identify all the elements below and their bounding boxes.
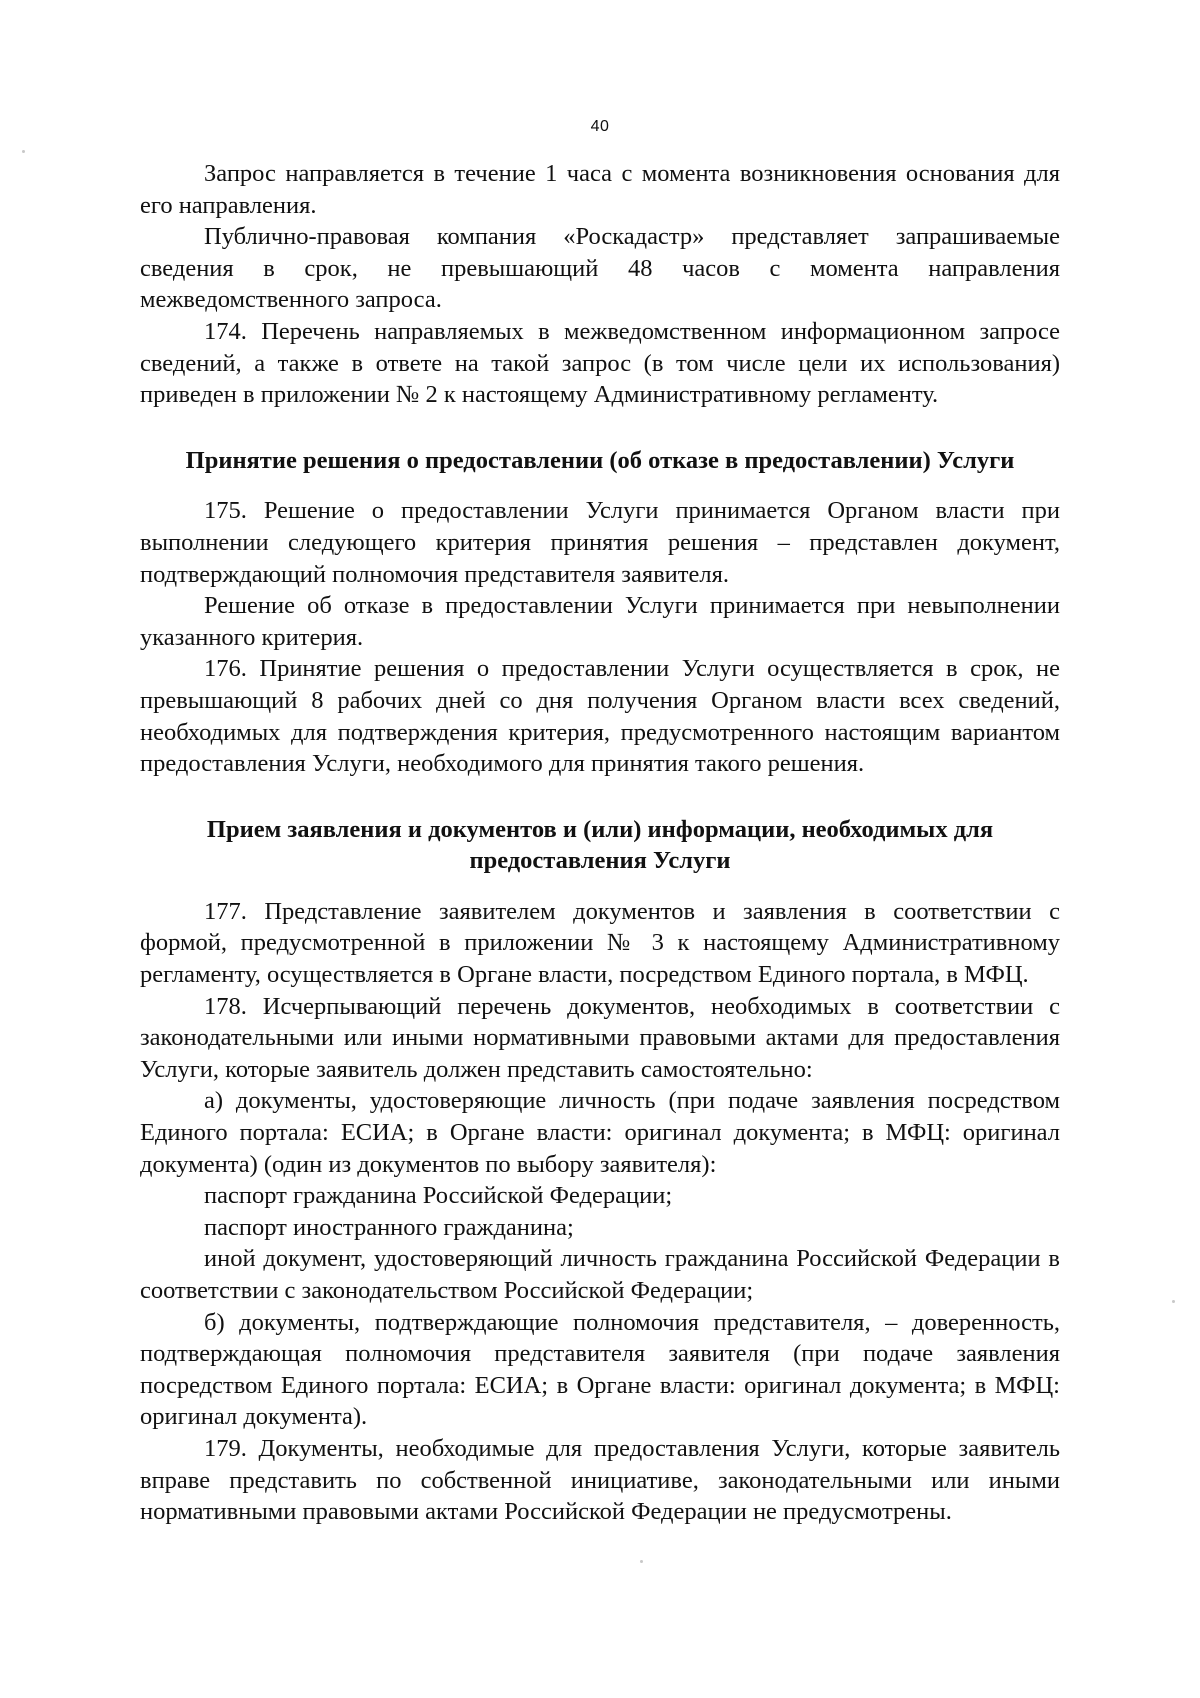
scan-speck: [640, 1560, 643, 1563]
spacer: [140, 411, 1060, 445]
list-item-other-identity-document: иной документ, удостоверяющий личность гражданина Российской Федерации в соответствии с законодательством Российской Федерации;: [140, 1245, 1060, 1304]
section-heading-application-reception: Прием заявления и документов и (или) информации, необходимых для предоставления Услуги: [206, 815, 994, 875]
paragraph-roskadastr-response: Публично-правовая компания «Роскадастр» представляет запрашиваемые сведения в срок, не превышающий 48 часов с момента направления межведомственного запроса.: [140, 223, 1060, 314]
paragraph-176: 176. Принятие решения о предоставлении Услуги осуществляется в срок, не превышающий 8 рабочих дней со дня получения Органом власти всех сведений, необходимых для подтверждения критерия, предусмотренного настоящим вариантом предоставления Услуги, необходимого для принятия такого решения.: [140, 655, 1060, 778]
page-number: 40: [590, 118, 610, 135]
paragraph-refusal-criterion: Решение об отказе в предоставлении Услуги принимается при невыполнении указанного критерия.: [140, 592, 1060, 651]
paragraph-request-timing: Запрос направляется в течение 1 часа с момента возникновения основания для его направления.: [140, 160, 1060, 219]
paragraph-174: 174. Перечень направляемых в межведомственном информационном запросе сведений, а также в ответе на такой запрос (в том числе цели их использования) приведен в приложении № 2 к настоящему Административному регламенту.: [140, 317, 1060, 409]
document-body: [140, 158, 1060, 1528]
paragraph-177: 177. Представление заявителем документов и заявления в соответствии с формой, предусмотренной в приложении № 3 к настоящему Административному регламенту, осуществляется в Органе власти, посредством Единого портала, в МФЦ.: [140, 897, 1060, 989]
list-item-russian-passport: паспорт гражданина Российской Федерации;: [204, 1182, 673, 1210]
scan-speck: [22, 150, 25, 153]
paragraph-178: 178. Исчерпывающий перечень документов, необходимых в соответствии с законодательными или иными нормативными правовыми актами для предоставления Услуги, которые заявитель должен представить самостоятельно:: [140, 992, 1060, 1083]
spacer: [140, 877, 1060, 896]
section-heading-decision: Принятие решения о предоставлении (об отказе в предоставлении) Услуги: [185, 446, 1015, 474]
spacer: [140, 780, 1060, 814]
list-item-foreign-passport: паспорт иностранного гражданина;: [204, 1213, 574, 1241]
paragraph-175: 175. Решение о предоставлении Услуги принимается Органом власти при выполнении следующего критерия принятия решения – представлен документ, подтверждающий полномочия представителя заявителя.: [140, 497, 1060, 588]
paragraph-179: 179. Документы, необходимые для предоставления Услуги, которые заявитель вправе представить по собственной инициативе, законодательными или иными нормативными правовыми актами Российской Федерации не предусмотрены.: [140, 1434, 1060, 1526]
scan-speck: [1172, 1300, 1175, 1303]
list-item-a-identity-documents: а) документы, удостоверяющие личность (при подаче заявления посредством Единого портала: ЕСИА; в Органе власти: оригинал документа; в МФЦ: оригинал документа) (один из документов по выбору заявителя):: [140, 1087, 1060, 1178]
spacer: [140, 476, 1060, 495]
list-item-b-authority-documents: б) документы, подтверждающие полномочия представителя, – доверенность, подтверждающая полномочия представителя заявителя (при подаче заявления посредством Единого портала: ЕСИА; в Органе власти: оригинал документа; в МФЦ: оригинал документа).: [140, 1308, 1060, 1431]
